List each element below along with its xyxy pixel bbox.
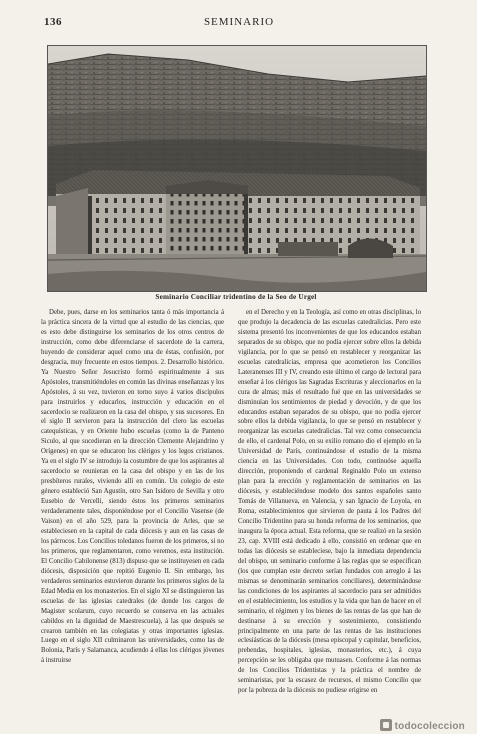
page-number: 136 [44, 16, 62, 28]
text-column-left [41, 308, 224, 713]
photo-caption: Seminario Conciliar tridentino de la Seo de Urgel [155, 293, 317, 301]
watermark-logo-icon [380, 719, 392, 731]
running-head: SEMINARIO [203, 16, 275, 28]
page-header [44, 16, 434, 30]
right-column-text: en el Derecho y en la Teología, así como en otras disciplinas, lo que produjo la decadencia de las escuelas catedralicias. Pero este sistema presentó los inconvenientes de que los educandos estaban separados de su obispo, que no podía ejercer sobre ellos la debida vigilancia, por lo que se pensó en restablecer y reorganizar las escuelas catedralicias, empresa que acometieron los Concilios Lateranenses III y IV, creando este último el cargo de lectoral para enseñar á los clérigos las Sagradas Escrituras y aleccionarlos en la cura de almas; más el resultado fué que en las universidades se disminuían los sentimientos de piedad y devoción, y de que los educandos estaban separados de su obispo, que no podía ejercer sobre ellos la debida vigilancia, lo que se pensó en restablecer y reorganizar las escuelas catedralicias. Tal vez como consecuencia de ello, el cardenal Polo, en su exilio romano dio el ejemplo en la Universidad de París, continuándose el estudio de la misma ciencia en las Universidades. Con todo, continuóse aquella dirección, proponiendo el cardenal Reginaldo Polo un extenso plan para la erección y reglamentación de seminarios en las diócesis, y estableciéndose modelo dos santos españoles santo Tomás de Villanueva, en Valencia, y san Ignacio de Loyola, en Roma, establecimientos que sirvieron de pauta á los Padres del Concilio Tridentino para su honda reforma de los seminarios, que inaugura la época actual. Esta reforma, que se realizó en la sesión 23, cap. XVIII está dedicado á ello, consistió en ordenar que en todas las diócesis se estableciese, bajo la inmediata dependencia del obispo, un seminario conforme á las reglas que se especifican (los que cumplan este decreto serían fundados con arreglo á las mismas se denominarán seminarios conciliares), determinándose las condiciones de los aspirantes al sacerdocio para ser admitidos en el establecimiento, los estudios y la vida que han de hacer en el seminario, el régimen y los bienes de las rentas de las que han de destinarse á su erección y sostenimiento, consistiendo principalmente en una parte de las rentas de las instituciones eclesiásticas de la diócesis (mesa episcopal y capitular, beneficios, prebendas, hospitales, iglesias, monasterios, etc.), á cuya percepción se les obligaba que mutuasen. Conforme á las normas de los Concilios Tridentistas y la práctica el nombre de seminaristas, por la escasez de recursos, el mismo Concilio que por la pobreza de la diócesis no pudiese erigirse en [238, 309, 421, 695]
watermark-text: todocoleccion [394, 721, 465, 732]
left-column-text: Debe, pues, darse en los seminarios tanta ó más importancia á la práctica sincera de la virtud que al estudio de las ciencias, que es esto debe distinguirse los seminarios de los otros centros de instrucción, como debe diferenciarse el sacerdote de la carrera, huyendo de considerar aquel como una de éstas, confusión, por desgracia, muy frecuente en estos tiempos. 2. Desarrollo histórico. Ya Nuestro Señor Jesucristo formó espiritualmente á sus Apóstoles, transmitiéndoles en común las divinas enseñanzas y los Apóstoles, á su vez, tuvieron en torno suyo á varios discípulos para instruirlos y educarlos, instrucción y educación en el sacerdocio se realizaron en la casa del obispo, y sus sucesores. En el siglo II servieron para la instrucción del clero las escuelas catequísticas, y en Oriente hubo escuelas (como la de Panteno Siculo, al que sucedieran en la dirección Clemente Alejandrino y Orígenes) en que se educaron los clérigos y los legos cristianos. Ya en el siglo IV se introdujo la costumbre de que los aspirantes al sacerdocio se reunieran en la casa del obispo y en las de los presbíteros rurales, viviendo allí en común. Un colegio de este género estableció San Agustín, otro San Isidoro de Sevilla y otro Eusebio de Vercelli, siendo éstos los primeros seminarios verdaderamente tales, disponiéndose por el Concilio Vasense (de Vaison) en el año 529, para la provincia de Arles, que se estableciesen en la capital de cada diócesis y aun en las casas de los párrocos. Los Concilios toledanos fueron de los primeros, si no los primeros, que reglamentaron, como veremos, esta institución. El Concilio Cabilonense (813) dispuso que se instituyesen en cada diócesis, disposición que repitió Eugenio II. Sin embargo, los verdaderos seminarios estuvieron durante los primeros siglos de la Edad Media en los monasterios. En el siglo XI se distinguieron las escuelas de las iglesias catedrales (de donde los cargos de Magister scolarum, cuyo recuerdo se conserva en las actuales cabildos en la dignidad de Maestrescuela), á las que después se crearon también en las colegiatas y otras importantes iglesias. Luego en el siglo XII culminaron las universidades, como las de Bolonia, París y Salamanca, acudiendo á ellas los clérigos jóvenes á instruirse [41, 309, 224, 665]
seminary-photograph [47, 45, 427, 292]
watermark [380, 719, 465, 732]
text-column-right [238, 308, 421, 713]
